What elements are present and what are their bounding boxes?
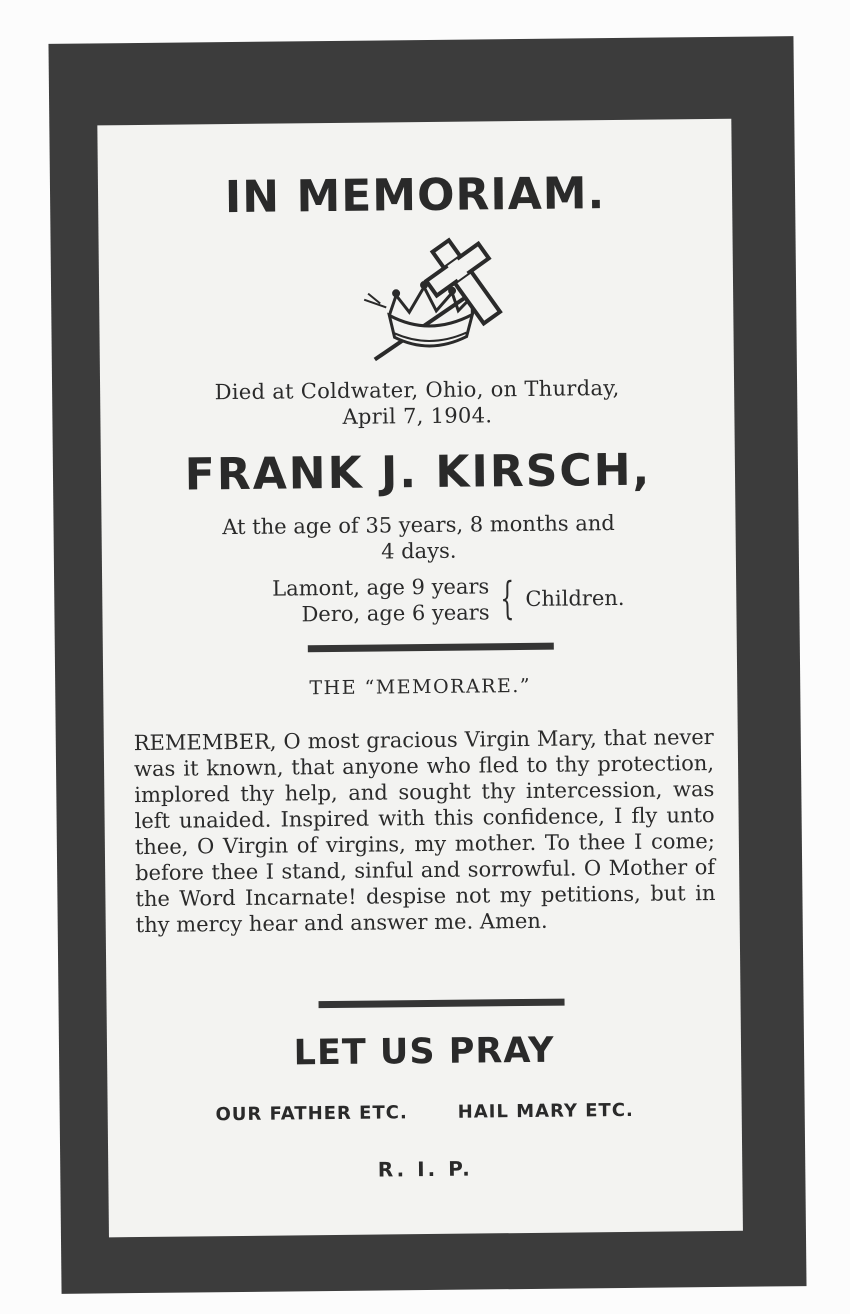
- let-us-pray-heading: LET US PRAY: [293, 1030, 555, 1074]
- deceased-name: FRANK J. KIRSCH,: [184, 444, 652, 501]
- child-name: Dero, age 6 years: [301, 600, 490, 627]
- child-name: Lamont, age 9 years: [272, 574, 490, 601]
- age-line-2: 4 days.: [381, 538, 457, 564]
- memorial-card: [48, 36, 806, 1294]
- brace-glyph: {: [500, 573, 515, 625]
- card-panel: [97, 119, 743, 1238]
- memorare-prayer: REMEMBER, O most gracious Virgin Mary, that never was it known, that anyone who fled to thy protection, implored thy help, and sought thy intercession, was left unaided. Inspired with this confidence, I fly unto thee, O Virgin of virgins, my mother. To thee I come; before thee I stand, sinful and sorrowful. O Mother of the Word Incarnate! despise not my petitions, but in thy mercy hear and answer me. Amen.: [133, 725, 716, 938]
- crown-and-cross-icon: [354, 236, 505, 363]
- hail-mary-item: HAIL MARY ETC.: [457, 1099, 634, 1123]
- prayer-title: THE “MEMORARE.”: [309, 674, 532, 700]
- age-line-1: At the age of 35 years, 8 months and: [222, 511, 615, 540]
- divider-rule: [319, 999, 565, 1009]
- memoriam-heading: IN MEMORIAM.: [224, 168, 606, 224]
- age-notice: [101, 509, 736, 568]
- prayer-list: [108, 1099, 742, 1127]
- rip-text: R. I. P.: [377, 1156, 473, 1182]
- death-date-line: April 7, 1904.: [342, 403, 493, 429]
- children-list: [272, 572, 625, 628]
- death-place-line: Died at Coldwater, Ohio, on Thurday,: [214, 375, 620, 405]
- children-label: Children.: [525, 585, 625, 611]
- death-notice: [100, 374, 735, 433]
- our-father-item: OUR FATHER ETC.: [215, 1102, 408, 1126]
- divider-rule: [308, 643, 554, 653]
- children-names: [272, 573, 490, 627]
